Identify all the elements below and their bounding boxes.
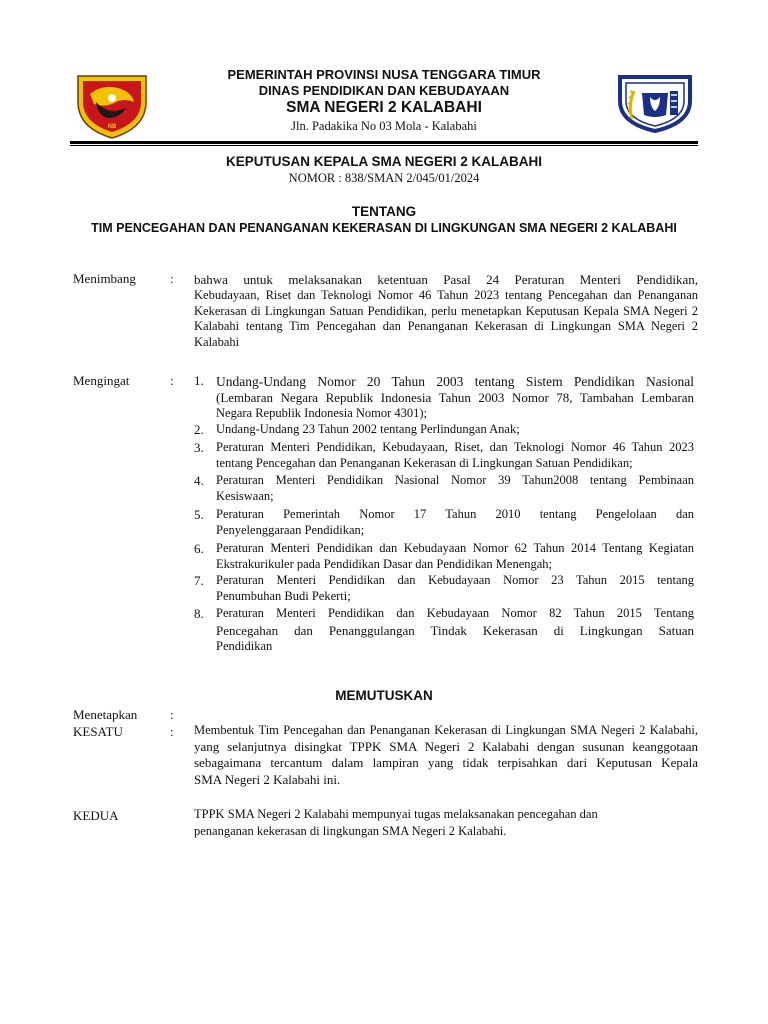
list-number: 1.	[194, 373, 204, 388]
menimbang-line: Kebudayaan, Riset dan Teknologi Nomor 46 Tahun 2023 tentang Pencegahan dan Penanganan	[194, 288, 698, 302]
list-text	[216, 606, 694, 654]
list-number: 7.	[194, 573, 204, 588]
list-number: 5.	[194, 507, 204, 522]
list-line: Peraturan Menteri Pendidikan Nasional Nomor 39 Tahun2008 tentang Pembinaan	[216, 473, 694, 487]
list-line: Peraturan Menteri Pendidikan, Kebudayaan, Riset, dan Teknologi Nomor 46 Tahun 2023	[216, 440, 694, 454]
list-line: Negara Republik Indonesia Nomor 4301);	[216, 406, 428, 420]
list-line: tentang Pencegahan dan Penanganan Kekerasan di Lingkungan Satuan Pendidikan;	[216, 455, 633, 470]
list-line: Undang-Undang 23 Tahun 2002 tentang Perlindungan Anak;	[216, 422, 520, 436]
list-line: Pendidikan	[216, 638, 273, 653]
list-text	[216, 507, 694, 538]
mengingat-label: Mengingat	[73, 373, 130, 388]
list-line: Ekstrakurikuler pada Pendidikan Dasar dan Pendidikan Menengah;	[216, 556, 553, 571]
list-number: 8.	[194, 606, 204, 621]
kesatu-line: sebagaimana tercantum dalam lampiran yang tidak terpisahkan dari Keputusan Kepala	[194, 755, 698, 770]
list-line: Peraturan Menteri Pendidikan dan Kebudayaan Nomor 62 Tahun 2014 Tentang Kegiatan	[216, 541, 694, 555]
mengingat-colon: :	[170, 373, 174, 388]
kesatu-paragraph	[194, 723, 698, 788]
list-number: 2.	[194, 422, 204, 437]
list-text	[216, 422, 694, 438]
list-number: 4.	[194, 473, 204, 488]
list-number: 3.	[194, 440, 204, 455]
memutuskan-heading: MEMUTUSKAN	[335, 688, 433, 703]
school-address: Jln. Padakika No 03 Mola - Kalabahi	[291, 119, 477, 133]
list-line: Kesiswaan;	[216, 488, 274, 503]
menetapkan-colon: :	[170, 707, 174, 722]
menimbang-line: Kekerasan di Lingkungan Satuan Pendidikan, perlu menetapkan Keputusan Kepala SMA Negeri 2	[194, 303, 698, 318]
list-line: Peraturan Pemerintah Nomor 17 Tahun 2010 tentang Pengelolaan dan	[216, 507, 694, 521]
list-line: Penumbuhan Budi Pekerti;	[216, 588, 351, 603]
kedua-label: KEDUA	[73, 808, 119, 823]
department-name: DINAS PENDIDIKAN DAN KEBUDAYAAN	[258, 83, 510, 98]
government-name: PEMERINTAH PROVINSI NUSA TENGGARA TIMUR	[227, 67, 541, 82]
letterhead-divider-thick	[70, 141, 698, 144]
kesatu-colon: :	[170, 724, 174, 739]
menimbang-line: Kalabahi	[194, 334, 240, 349]
list-number: 6.	[194, 541, 204, 556]
kedua-line: penanganan kekerasan di lingkungan SMA Negeri 2 Kalabahi.	[194, 824, 507, 838]
menimbang-label: Menimbang	[73, 271, 136, 286]
kedua-paragraph	[194, 806, 664, 840]
list-line: Peraturan Menteri Pendidikan dan Kebudayaan Nomor 82 Tahun 2015 Tentang	[216, 606, 694, 620]
decree-title: KEPUTUSAN KEPALA SMA NEGERI 2 KALABAHI	[225, 154, 543, 169]
list-line: (Lembaran Negara Republik Indonesia Tahun 2003 Nomor 78, Tambahan Lembaran	[216, 390, 694, 405]
kesatu-line: yang selanjutnya disingkat TPPK SMA Negeri 2 Kalabahi dengan susunan keanggotaan	[194, 738, 698, 754]
crest-text: NB	[107, 124, 117, 130]
menimbang-line: bahwa untuk melaksanakan ketentuan Pasal 24 Peraturan Menteri Pendidikan,	[194, 272, 698, 287]
list-text	[216, 373, 694, 422]
menimbang-paragraph	[194, 271, 698, 350]
kesatu-line: Membentuk Tim Pencegahan dan Penanganan Kekerasan di Lingkungan SMA Negeri 2 Kalabahi,	[194, 723, 698, 737]
list-line: Pencegahan dan Penanggulangan Tindak Kekerasan di Lingkungan Satuan	[216, 622, 694, 638]
list-text	[216, 541, 694, 572]
list-text	[216, 440, 694, 471]
about-title: TIM PENCEGAHAN DAN PENANGANAN KEKERASAN DI LINGKUNGAN SMA NEGERI 2 KALABAHI	[91, 221, 677, 235]
kesatu-line: SMA Negeri 2 Kalabahi ini.	[194, 771, 341, 787]
kesatu-label: KESATU	[73, 724, 123, 739]
list-line: Peraturan Menteri Pendidikan dan Kebudayaan Nomor 23 Tahun 2015 tentang	[216, 573, 694, 587]
school-name: SMA NEGERI 2 KALABAHI	[286, 99, 482, 116]
about-label: TENTANG	[351, 204, 417, 219]
list-line: Undang-Undang Nomor 20 Tahun 2003 tentang Sistem Pendidikan Nasional	[216, 374, 694, 389]
list-text	[216, 473, 694, 504]
menetapkan-label: Menetapkan	[73, 707, 138, 722]
kedua-line: TPPK SMA Negeri 2 Kalabahi mempunyai tugas melaksanakan pencegahan dan	[194, 807, 598, 821]
decree-number: NOMOR : 838/SMAN 2/045/01/2024	[288, 171, 480, 185]
menimbang-colon: :	[170, 271, 174, 286]
menimbang-line: Kalabahi tentang Tim Pencegahan dan Penanganan Kekerasan di Lingkungan SMA Negeri 2	[194, 319, 698, 333]
list-text	[216, 573, 694, 604]
letterhead-divider-thin	[70, 145, 698, 146]
list-line: Penyelenggaraan Pendidikan;	[216, 522, 365, 537]
